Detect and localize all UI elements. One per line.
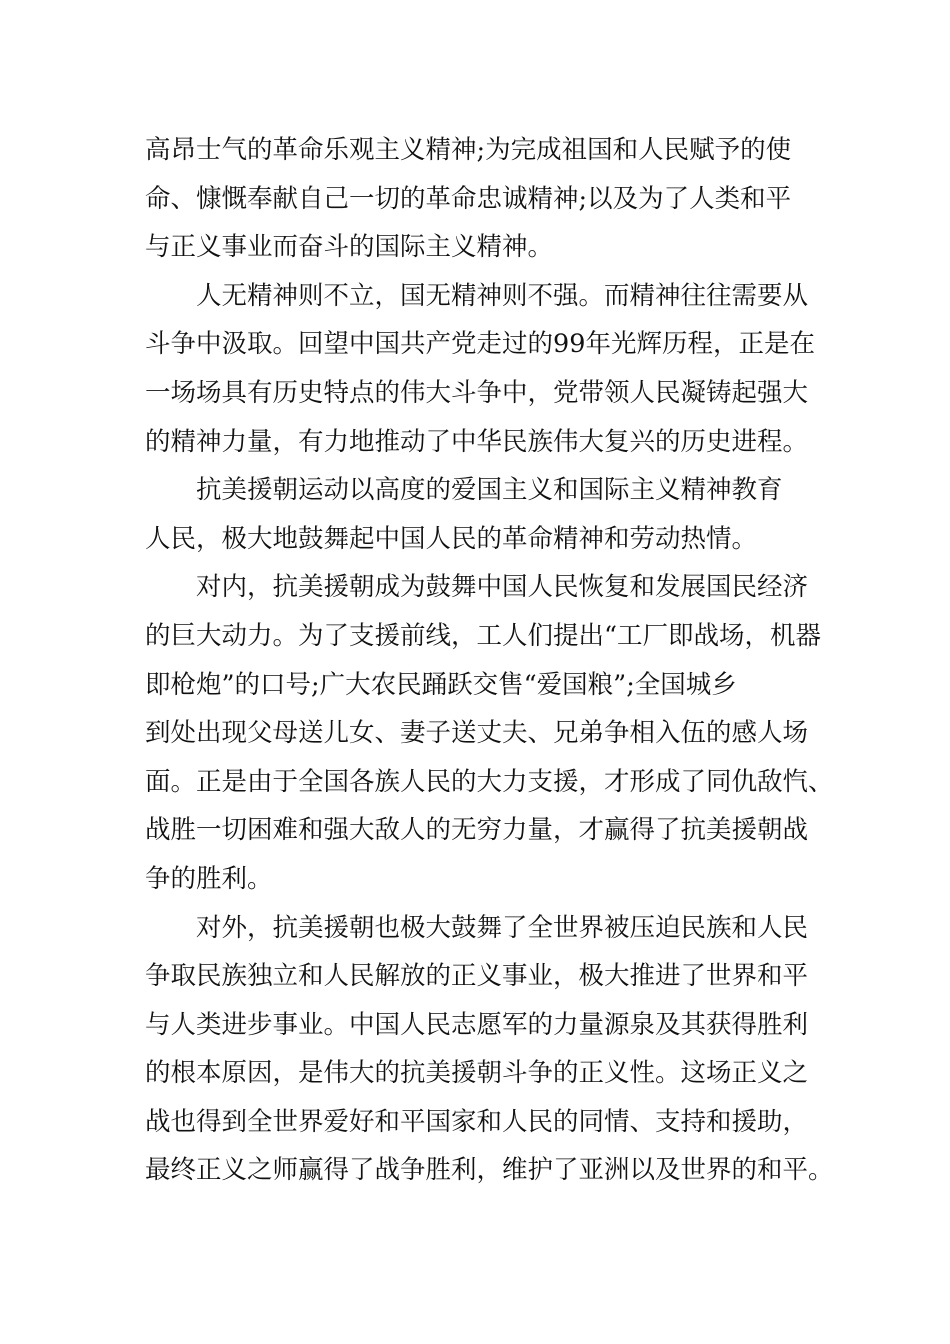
text-line: 抗美援朝运动以高度的爱国主义和国际主义精神教育 xyxy=(196,475,783,506)
text-line: 的精神力量，有力地推动了中华民族伟大复兴的历史进程。 xyxy=(145,426,809,457)
text-line: 斗争中汲取。回望中国共产党走过的99年光辉历程，正是在 xyxy=(145,329,815,360)
paragraph-3 xyxy=(145,466,825,563)
document-body xyxy=(145,126,834,1195)
text-line: 面。正是由于全国各族人民的大力支援，才形成了同仇敌忾、 xyxy=(145,766,834,797)
text-line: 命、慷慨奉献自己一切的革命忠诚精神;以及为了人类和平 xyxy=(145,183,792,214)
text-line: 即枪炮”的口号;广大农民踊跃交售“爱国粮”;全国城乡 xyxy=(145,669,737,700)
text-line: 的巨大动力。为了支援前线，工人们提出“工厂即战场，机器 xyxy=(145,620,822,651)
text-line: 高昂士气的革命乐观主义精神;为完成祖国和人民赋予的使 xyxy=(145,135,792,165)
text-line: 最终正义之师赢得了战争胜利，维护了亚洲以及世界的和平。 xyxy=(145,1155,834,1186)
text-line: 的根本原因，是伟大的抗美援朝斗争的正义性。这场正义之 xyxy=(145,1058,809,1089)
text-line: 对外，抗美援朝也极大鼓舞了全世界被压迫民族和人民 xyxy=(196,912,809,943)
text-line: 与正义事业而奋斗的国际主义精神。 xyxy=(145,232,554,263)
text-line: 一场场具有历史特点的伟大斗争中，党带领人民凝铸起强大 xyxy=(145,377,809,408)
text-line: 人民，极大地鼓舞起中国人民的革命精神和劳动热情。 xyxy=(145,523,758,554)
paragraph-4 xyxy=(145,563,834,903)
text-line: 战胜一切困难和强大敌人的无穷力量，才赢得了抗美援朝战 xyxy=(145,815,809,846)
text-line: 战也得到全世界爱好和平国家和人民的同情、支持和援助， xyxy=(145,1106,809,1137)
paragraph-2 xyxy=(145,272,825,466)
text-line: 争的胜利。 xyxy=(145,863,273,894)
text-line: 到处出现父母送儿女、妻子送丈夫、兄弟争相入伍的感人场 xyxy=(145,718,809,749)
paragraph-1 xyxy=(145,126,825,272)
text-line: 对内，抗美援朝成为鼓舞中国人民恢复和发展国民经济 xyxy=(196,572,809,603)
text-line: 与人类进步事业。中国人民志愿军的力量源泉及其获得胜利 xyxy=(145,1009,809,1040)
text-line: 人无精神则不立，国无精神则不强。而精神往往需要从 xyxy=(196,280,809,311)
text-line: 争取民族独立和人民解放的正义事业，极大推进了世界和平 xyxy=(145,961,809,992)
paragraph-5 xyxy=(145,904,834,1196)
